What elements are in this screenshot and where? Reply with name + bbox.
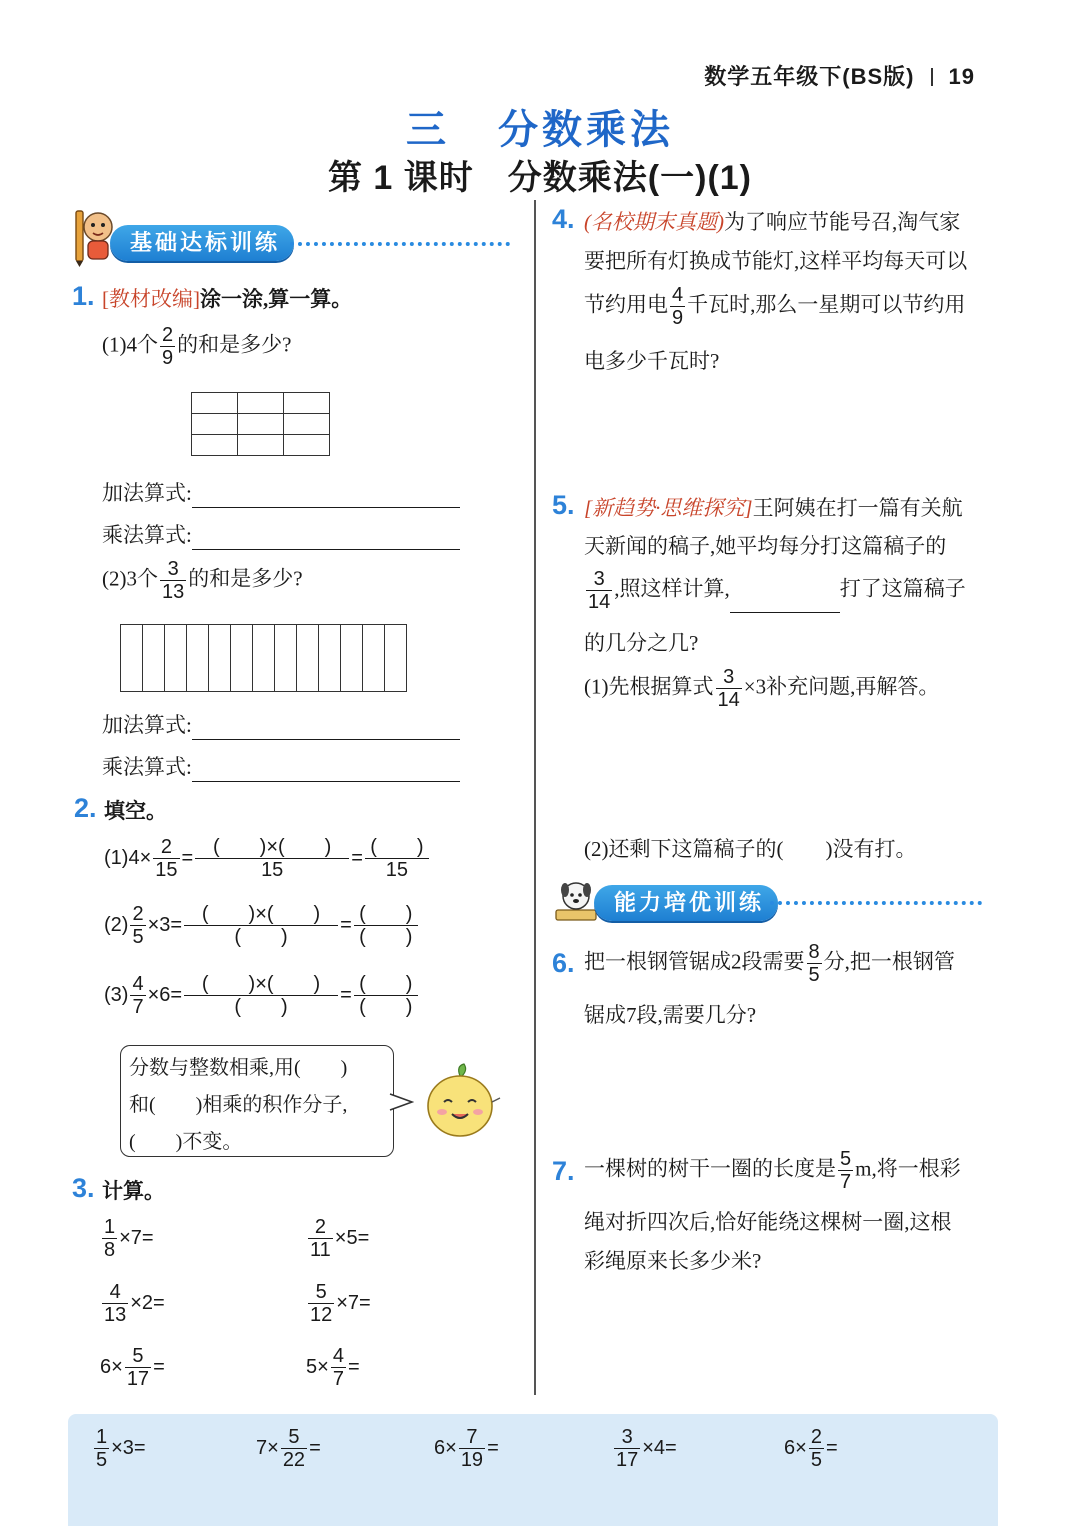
q3-title: 计算。 <box>102 1179 165 1203</box>
q2-title: 填空。 <box>104 799 167 823</box>
unit-name: 分数乘法 <box>498 108 674 152</box>
q4-line-3: 节约用电 $\frac{4}{9}$ 千瓦时,那么一星期可以节约用 <box>584 284 966 329</box>
q1-part1: (1)4个 $\frac{2}{9}$ 的和是多少? <box>102 324 292 369</box>
fraction: $\frac{3}{13}$ <box>162 558 185 603</box>
q7-line-1: 一棵树的树干一圈的长度是 $\frac{5}{7}$ m,将一根彩 <box>584 1148 961 1193</box>
q3-number: 3. <box>72 1173 95 1203</box>
q5-line-3: $\frac{3}{14}$ ,照这样计算, 打了这篇稿子 <box>588 568 966 613</box>
q5-line-2: 天新闻的稿子,她平均每分打这篇稿子的 <box>584 534 947 558</box>
q5-sub-1: (1)先根据算式 $\frac{3}{14}$ ×3补充问题,再解答。 <box>584 666 940 711</box>
q1-grid-13-strips[interactable] <box>120 624 407 692</box>
answer-blank[interactable] <box>192 755 460 782</box>
pencil-mascot-icon <box>68 205 116 272</box>
q3-item-3: $\frac{4}{13}$ ×2= <box>104 1281 165 1326</box>
q1-number: 1. <box>72 281 95 311</box>
q6-number: 6. <box>552 948 575 978</box>
page-header <box>704 60 975 91</box>
blank-fraction: $\frac{( )}{15}$ <box>365 836 429 881</box>
q6-line-2: 锯成7段,需要几分? <box>584 1003 757 1027</box>
q4-line-1: (名校期末真题)为了响应节能号召,淘气家 <box>584 210 961 234</box>
blank-fraction: $\frac{( )}{( )}$ <box>354 973 418 1018</box>
unit-title <box>0 98 1080 155</box>
lesson-name: 分数乘法(一)(1) <box>507 159 752 197</box>
q4-number: 4. <box>552 204 575 234</box>
bottom-item-2: 7× $\frac{5}{22}$ = <box>256 1426 321 1471</box>
q1-title: [教材改编]涂一涂,算一算。 <box>102 287 353 311</box>
q1-add-line-1: 加法算式: <box>102 478 460 508</box>
banner-dots <box>290 242 510 246</box>
q1-part2: (2)3个 $\frac{3}{13}$ 的和是多少? <box>102 558 303 603</box>
q2-number: 2. <box>74 793 97 823</box>
bubble-tail-icon <box>388 1092 414 1119</box>
q7-line-2: 绳对折四次后,恰好能绕这棵树一圈,这根 <box>584 1210 952 1234</box>
bottom-practice-band <box>68 1414 998 1526</box>
bubble-line-3: ( )不变。 <box>129 1131 243 1153</box>
dog-mascot-icon <box>552 876 600 929</box>
section-banner-advanced: 能力培优训练 <box>594 885 778 921</box>
column-divider <box>534 200 536 1395</box>
q1-add-line-2: 加法算式: <box>102 710 460 740</box>
banner-dots <box>770 901 982 905</box>
q2-row3: (3) $\frac{4}{7}$ ×6= $\frac{( )\times( )}{( )}$ = $\frac{( )}{( )}$ <box>104 973 420 1018</box>
q6-line-1: 把一根钢管锯成2段需要 $\frac{8}{5}$ 分,把一根钢管 <box>584 941 955 986</box>
q3-item-4: $\frac{5}{12}$ ×7= <box>310 1281 371 1326</box>
bottom-item-4: $\frac{3}{17}$ ×4= <box>616 1426 677 1471</box>
q3-item-5: 6× $\frac{5}{17}$ = <box>100 1345 165 1390</box>
q2-row1: (1)4× $\frac{2}{15}$ = $\frac{( )\times( )}{15}$ = $\frac{( )}{15}$ <box>104 836 431 881</box>
q5-sub-2: (2)还剩下这篇稿子的( )没有打。 <box>584 837 917 861</box>
blank-fraction: $\frac{( )\times( )}{15}$ <box>195 836 349 881</box>
fraction: $\frac{2}{9}$ <box>162 324 174 369</box>
q4-line-2: 要把所有灯换成节能灯,这样平均每天可以 <box>584 249 968 273</box>
q3-item-1: $\frac{1}{8}$ ×7= <box>104 1216 154 1261</box>
bubble-line-1: 分数与整数相乘,用( ) <box>129 1057 348 1079</box>
lesson-number: 第 1 课时 <box>327 159 474 197</box>
lesson-title <box>0 150 1080 199</box>
speech-bubble <box>120 1045 394 1157</box>
q3-item-6: 5× $\frac{4}{7}$ = <box>306 1345 360 1390</box>
answer-blank[interactable] <box>192 713 460 740</box>
bottom-item-1: $\frac{1}{5}$ ×3= <box>96 1426 146 1471</box>
section-banner-basic: 基础达标训练 <box>110 225 294 261</box>
answer-blank[interactable] <box>730 588 840 613</box>
q7-line-3: 彩绳原来长多少米? <box>584 1249 762 1273</box>
lemon-mascot-icon <box>420 1062 504 1147</box>
q5-line-4: 的几分之几? <box>584 631 699 655</box>
unit-number: 三 <box>406 108 450 152</box>
q1-grid-3x3[interactable] <box>191 392 330 456</box>
q5-number: 5. <box>552 490 575 520</box>
blank-fraction: $\frac{( )\times( )}{( )}$ <box>184 903 338 948</box>
q1-mul-line-2: 乘法算式: <box>102 752 460 782</box>
book-title: 数学五年级下(BS版) <box>704 64 915 89</box>
blank-fraction: $\frac{( )\times( )}{( )}$ <box>184 973 338 1018</box>
q1-tag: [教材改编] <box>102 287 200 311</box>
bubble-line-2: 和( )相乘的积作分子, <box>129 1094 348 1116</box>
q1-mul-line-1: 乘法算式: <box>102 520 460 550</box>
answer-blank[interactable] <box>192 481 460 508</box>
blank-fraction: $\frac{( )}{( )}$ <box>354 903 418 948</box>
q2-row2: (2) $\frac{2}{5}$ ×3= $\frac{( )\times( )}{( )}$ = $\frac{( )}{( )}$ <box>104 903 420 948</box>
q3-item-2: $\frac{2}{11}$ ×5= <box>310 1216 370 1261</box>
bottom-item-5: 6× $\frac{2}{5}$ = <box>784 1426 838 1471</box>
page-number: 19 <box>948 64 975 89</box>
q7-number: 7. <box>552 1156 575 1186</box>
bottom-item-3: 6× $\frac{7}{19}$ = <box>434 1426 499 1471</box>
answer-blank[interactable] <box>192 523 460 550</box>
header-separator <box>931 68 933 86</box>
q4-line-4: 电多少千瓦时? <box>584 349 720 373</box>
q5-line-1: [新趋势·思维探究]王阿姨在打一篇有关航 <box>584 496 963 520</box>
